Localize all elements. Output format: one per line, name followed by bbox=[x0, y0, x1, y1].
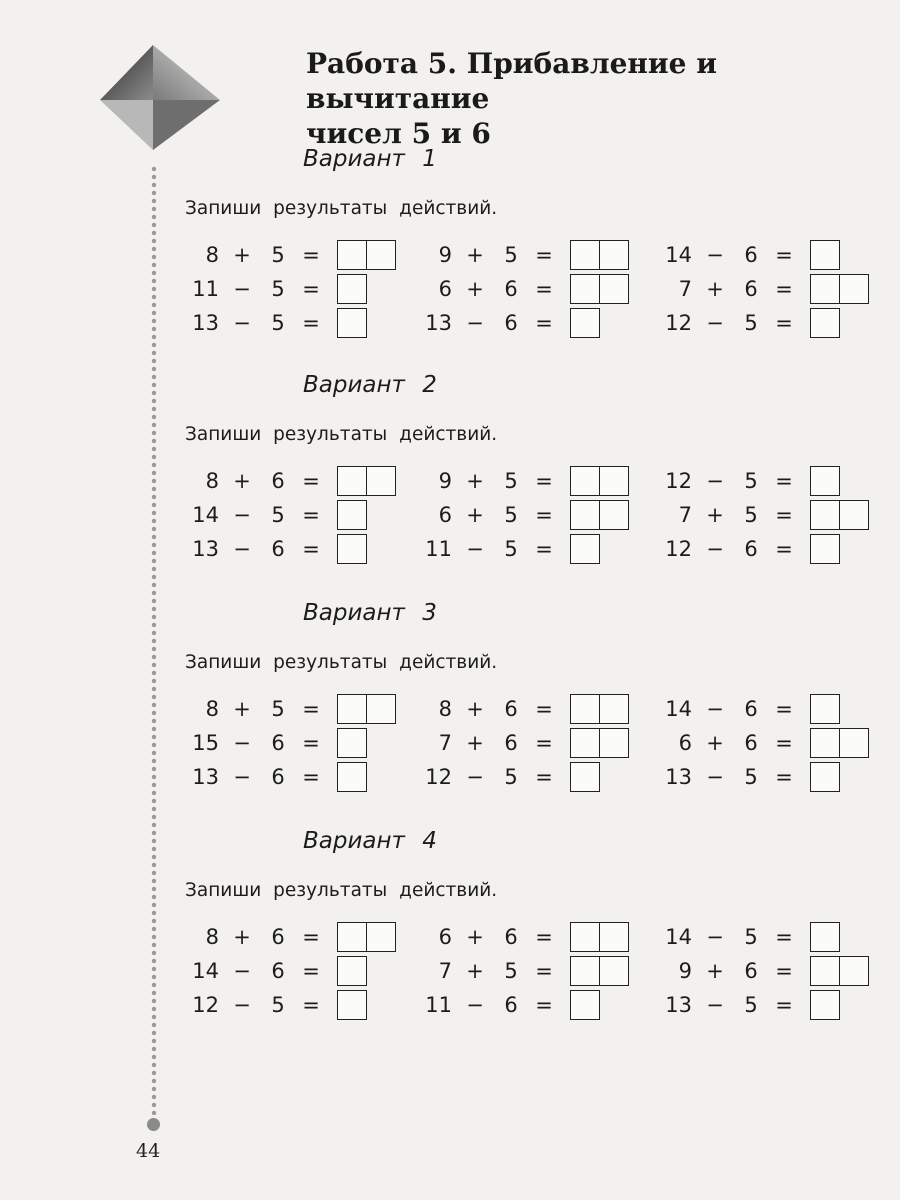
answer-cell[interactable] bbox=[337, 956, 367, 986]
answer-box[interactable] bbox=[810, 500, 869, 530]
answer-box[interactable] bbox=[570, 956, 629, 986]
first-operand: 12 bbox=[665, 469, 692, 493]
exercise-row bbox=[658, 694, 840, 724]
answer-cell[interactable] bbox=[570, 762, 600, 792]
operator-sign: + bbox=[466, 469, 484, 493]
equals-sign: = bbox=[535, 469, 553, 493]
operator-sign: − bbox=[466, 537, 484, 561]
answer-cell[interactable] bbox=[570, 728, 600, 758]
exercise-row bbox=[418, 762, 600, 792]
answer-box[interactable] bbox=[570, 274, 629, 304]
second-operand: 6 bbox=[504, 993, 518, 1017]
answer-cell[interactable] bbox=[810, 694, 840, 724]
first-operand: 13 bbox=[665, 765, 692, 789]
equals-sign: = bbox=[775, 925, 793, 949]
operator-sign: − bbox=[706, 469, 724, 493]
first-operand: 7 bbox=[438, 959, 452, 983]
answer-box[interactable] bbox=[810, 956, 869, 986]
title-line-2: чисел 5 и 6 bbox=[306, 117, 491, 150]
answer-cell[interactable] bbox=[337, 922, 367, 952]
operator-sign: − bbox=[466, 993, 484, 1017]
operator-sign: + bbox=[233, 697, 251, 721]
answer-cell[interactable] bbox=[570, 990, 600, 1020]
first-operand: 15 bbox=[192, 731, 219, 755]
answer-box[interactable] bbox=[810, 922, 840, 952]
exercise-row bbox=[658, 274, 869, 304]
answer-cell[interactable] bbox=[570, 534, 600, 564]
answer-cell[interactable] bbox=[810, 922, 840, 952]
variant-title: Вариант 4 bbox=[303, 828, 437, 854]
operator-sign: + bbox=[233, 925, 251, 949]
answer-cell[interactable] bbox=[337, 274, 367, 304]
answer-cell[interactable] bbox=[367, 240, 396, 270]
first-operand: 13 bbox=[192, 311, 219, 335]
second-operand: 5 bbox=[271, 503, 285, 527]
second-operand: 6 bbox=[744, 731, 758, 755]
answer-box[interactable] bbox=[570, 728, 629, 758]
first-operand: 14 bbox=[665, 243, 692, 267]
equals-sign: = bbox=[302, 537, 320, 561]
answer-cell[interactable] bbox=[337, 240, 367, 270]
first-operand: 13 bbox=[192, 537, 219, 561]
operator-sign: + bbox=[466, 697, 484, 721]
answer-box[interactable] bbox=[810, 694, 840, 724]
second-operand: 6 bbox=[504, 277, 518, 301]
answer-cell[interactable] bbox=[840, 956, 869, 986]
answer-cell[interactable] bbox=[810, 728, 840, 758]
answer-cell[interactable] bbox=[337, 990, 367, 1020]
operator-sign: − bbox=[233, 311, 251, 335]
operator-sign: − bbox=[706, 925, 724, 949]
answer-cell[interactable] bbox=[840, 728, 869, 758]
second-operand: 6 bbox=[744, 243, 758, 267]
operator-sign: − bbox=[706, 765, 724, 789]
exercise-row bbox=[658, 500, 869, 530]
first-operand: 12 bbox=[665, 311, 692, 335]
exercise-row bbox=[418, 534, 600, 564]
answer-box[interactable] bbox=[810, 728, 869, 758]
answer-cell[interactable] bbox=[810, 240, 840, 270]
answer-cell[interactable] bbox=[600, 956, 629, 986]
answer-box[interactable] bbox=[337, 694, 396, 724]
equals-sign: = bbox=[535, 243, 553, 267]
dotted-line-end-dot bbox=[147, 1118, 160, 1131]
equals-sign: = bbox=[775, 503, 793, 527]
instruction-text: Запиши результаты действий. bbox=[185, 424, 498, 445]
exercise-row bbox=[658, 728, 869, 758]
answer-cell[interactable] bbox=[810, 762, 840, 792]
second-operand: 5 bbox=[744, 311, 758, 335]
answer-box[interactable] bbox=[810, 308, 840, 338]
answer-cell[interactable] bbox=[600, 694, 629, 724]
operator-sign: − bbox=[466, 765, 484, 789]
equals-sign: = bbox=[775, 311, 793, 335]
answer-box[interactable] bbox=[337, 922, 396, 952]
answer-cell[interactable] bbox=[810, 274, 840, 304]
answer-cell[interactable] bbox=[600, 240, 629, 270]
answer-box[interactable] bbox=[337, 240, 396, 270]
exercise-row bbox=[185, 762, 367, 792]
first-operand: 8 bbox=[205, 925, 219, 949]
first-operand: 14 bbox=[665, 697, 692, 721]
exercise-row bbox=[418, 466, 629, 496]
answer-cell[interactable] bbox=[337, 466, 367, 496]
answer-cell[interactable] bbox=[570, 466, 600, 496]
answer-cell[interactable] bbox=[600, 466, 629, 496]
first-operand: 11 bbox=[425, 993, 452, 1017]
second-operand: 6 bbox=[271, 731, 285, 755]
first-operand: 14 bbox=[192, 503, 219, 527]
exercise-row bbox=[185, 728, 367, 758]
answer-box[interactable] bbox=[570, 534, 600, 564]
exercise-row bbox=[185, 534, 367, 564]
operator-sign: − bbox=[706, 993, 724, 1017]
first-operand: 7 bbox=[678, 503, 692, 527]
second-operand: 5 bbox=[504, 959, 518, 983]
second-operand: 5 bbox=[504, 765, 518, 789]
first-operand: 8 bbox=[438, 697, 452, 721]
variant-title: Вариант 2 bbox=[303, 372, 437, 398]
operator-sign: − bbox=[233, 959, 251, 983]
answer-cell[interactable] bbox=[570, 694, 600, 724]
corner-triangle-ornament bbox=[95, 40, 225, 170]
exercise-row bbox=[658, 990, 840, 1020]
equals-sign: = bbox=[775, 731, 793, 755]
operator-sign: + bbox=[466, 277, 484, 301]
answer-cell[interactable] bbox=[337, 762, 367, 792]
exercise-row bbox=[658, 956, 869, 986]
operator-sign: + bbox=[233, 243, 251, 267]
equals-sign: = bbox=[535, 959, 553, 983]
answer-cell[interactable] bbox=[810, 500, 840, 530]
exercise-row bbox=[185, 466, 396, 496]
second-operand: 6 bbox=[271, 925, 285, 949]
exercise-row bbox=[418, 956, 629, 986]
equals-sign: = bbox=[302, 243, 320, 267]
second-operand: 6 bbox=[504, 925, 518, 949]
answer-cell[interactable] bbox=[570, 500, 600, 530]
first-operand: 8 bbox=[205, 243, 219, 267]
answer-box[interactable] bbox=[337, 990, 367, 1020]
second-operand: 6 bbox=[271, 469, 285, 493]
answer-cell[interactable] bbox=[600, 500, 629, 530]
answer-box[interactable] bbox=[810, 240, 840, 270]
exercise-row bbox=[185, 922, 396, 952]
equals-sign: = bbox=[302, 731, 320, 755]
exercise-row bbox=[418, 308, 600, 338]
exercise-row bbox=[185, 990, 367, 1020]
operator-sign: + bbox=[706, 959, 724, 983]
operator-sign: + bbox=[466, 925, 484, 949]
second-operand: 5 bbox=[271, 697, 285, 721]
exercise-row bbox=[185, 500, 367, 530]
second-operand: 6 bbox=[504, 731, 518, 755]
answer-cell[interactable] bbox=[337, 500, 367, 530]
answer-cell[interactable] bbox=[600, 922, 629, 952]
first-operand: 14 bbox=[665, 925, 692, 949]
answer-cell[interactable] bbox=[840, 500, 869, 530]
exercise-row bbox=[658, 466, 840, 496]
first-operand: 7 bbox=[678, 277, 692, 301]
equals-sign: = bbox=[302, 765, 320, 789]
exercise-row bbox=[658, 922, 840, 952]
answer-cell[interactable] bbox=[570, 308, 600, 338]
equals-sign: = bbox=[302, 311, 320, 335]
answer-box[interactable] bbox=[337, 728, 367, 758]
exercise-row bbox=[185, 956, 367, 986]
second-operand: 6 bbox=[271, 765, 285, 789]
operator-sign: − bbox=[233, 731, 251, 755]
exercise-row bbox=[418, 728, 629, 758]
instruction-text: Запиши результаты действий. bbox=[185, 652, 498, 673]
second-operand: 5 bbox=[504, 243, 518, 267]
first-operand: 11 bbox=[425, 537, 452, 561]
page-title bbox=[306, 46, 886, 151]
answer-box[interactable] bbox=[570, 694, 629, 724]
answer-cell[interactable] bbox=[810, 308, 840, 338]
second-operand: 6 bbox=[271, 537, 285, 561]
equals-sign: = bbox=[535, 765, 553, 789]
answer-cell[interactable] bbox=[337, 728, 367, 758]
exercise-row bbox=[658, 534, 840, 564]
exercise-row bbox=[418, 274, 629, 304]
dotted-margin-line bbox=[150, 165, 158, 1115]
second-operand: 5 bbox=[504, 503, 518, 527]
operator-sign: − bbox=[706, 697, 724, 721]
equals-sign: = bbox=[535, 993, 553, 1017]
second-operand: 5 bbox=[744, 765, 758, 789]
exercise-row bbox=[185, 308, 367, 338]
equals-sign: = bbox=[535, 311, 553, 335]
exercise-row bbox=[658, 240, 840, 270]
equals-sign: = bbox=[775, 277, 793, 301]
equals-sign: = bbox=[302, 925, 320, 949]
equals-sign: = bbox=[302, 469, 320, 493]
equals-sign: = bbox=[302, 697, 320, 721]
first-operand: 9 bbox=[678, 959, 692, 983]
answer-box[interactable] bbox=[810, 762, 840, 792]
instruction-text: Запиши результаты действий. bbox=[185, 198, 498, 219]
operator-sign: + bbox=[466, 503, 484, 527]
equals-sign: = bbox=[302, 959, 320, 983]
first-operand: 8 bbox=[205, 697, 219, 721]
operator-sign: + bbox=[233, 469, 251, 493]
exercise-row bbox=[185, 240, 396, 270]
answer-box[interactable] bbox=[337, 956, 367, 986]
answer-box[interactable] bbox=[337, 466, 396, 496]
answer-cell[interactable] bbox=[337, 694, 367, 724]
answer-box[interactable] bbox=[337, 762, 367, 792]
equals-sign: = bbox=[535, 697, 553, 721]
second-operand: 5 bbox=[744, 993, 758, 1017]
answer-cell[interactable] bbox=[840, 274, 869, 304]
exercise-row bbox=[418, 500, 629, 530]
second-operand: 6 bbox=[744, 537, 758, 561]
answer-box[interactable] bbox=[570, 922, 629, 952]
first-operand: 6 bbox=[438, 925, 452, 949]
first-operand: 13 bbox=[665, 993, 692, 1017]
answer-cell[interactable] bbox=[810, 990, 840, 1020]
equals-sign: = bbox=[535, 731, 553, 755]
second-operand: 5 bbox=[744, 925, 758, 949]
equals-sign: = bbox=[302, 277, 320, 301]
exercise-row bbox=[418, 922, 629, 952]
answer-box[interactable] bbox=[810, 466, 840, 496]
equals-sign: = bbox=[535, 925, 553, 949]
answer-cell[interactable] bbox=[810, 466, 840, 496]
operator-sign: − bbox=[233, 993, 251, 1017]
equals-sign: = bbox=[535, 537, 553, 561]
equals-sign: = bbox=[775, 537, 793, 561]
second-operand: 6 bbox=[504, 311, 518, 335]
exercise-row bbox=[418, 694, 629, 724]
variant-title: Вариант 1 bbox=[303, 146, 437, 172]
answer-cell[interactable] bbox=[810, 534, 840, 564]
first-operand: 7 bbox=[438, 731, 452, 755]
second-operand: 5 bbox=[271, 311, 285, 335]
operator-sign: − bbox=[233, 537, 251, 561]
first-operand: 13 bbox=[425, 311, 452, 335]
equals-sign: = bbox=[775, 697, 793, 721]
answer-box[interactable] bbox=[337, 274, 367, 304]
first-operand: 11 bbox=[192, 277, 219, 301]
answer-box[interactable] bbox=[337, 308, 367, 338]
title-line-1: Работа 5. Прибавление и вычитание bbox=[306, 47, 717, 115]
answer-box[interactable] bbox=[810, 534, 840, 564]
operator-sign: + bbox=[466, 243, 484, 267]
first-operand: 12 bbox=[192, 993, 219, 1017]
second-operand: 5 bbox=[744, 469, 758, 493]
operator-sign: + bbox=[706, 731, 724, 755]
equals-sign: = bbox=[775, 993, 793, 1017]
equals-sign: = bbox=[535, 503, 553, 527]
second-operand: 6 bbox=[744, 959, 758, 983]
operator-sign: − bbox=[706, 311, 724, 335]
answer-box[interactable] bbox=[810, 274, 869, 304]
first-operand: 6 bbox=[678, 731, 692, 755]
answer-cell[interactable] bbox=[570, 240, 600, 270]
operator-sign: + bbox=[466, 959, 484, 983]
answer-cell[interactable] bbox=[367, 466, 396, 496]
second-operand: 6 bbox=[744, 277, 758, 301]
exercise-row bbox=[185, 274, 367, 304]
exercise-row bbox=[418, 990, 600, 1020]
answer-cell[interactable] bbox=[600, 274, 629, 304]
answer-box[interactable] bbox=[570, 990, 600, 1020]
operator-sign: − bbox=[233, 765, 251, 789]
second-operand: 6 bbox=[271, 959, 285, 983]
equals-sign: = bbox=[775, 959, 793, 983]
first-operand: 8 bbox=[205, 469, 219, 493]
answer-cell[interactable] bbox=[600, 728, 629, 758]
answer-cell[interactable] bbox=[570, 956, 600, 986]
equals-sign: = bbox=[535, 277, 553, 301]
exercise-row bbox=[658, 762, 840, 792]
first-operand: 13 bbox=[192, 765, 219, 789]
answer-box[interactable] bbox=[570, 762, 600, 792]
exercise-row bbox=[185, 694, 396, 724]
answer-cell[interactable] bbox=[570, 274, 600, 304]
second-operand: 5 bbox=[504, 537, 518, 561]
second-operand: 6 bbox=[744, 697, 758, 721]
first-operand: 14 bbox=[192, 959, 219, 983]
exercise-row bbox=[658, 308, 840, 338]
answer-cell[interactable] bbox=[570, 922, 600, 952]
first-operand: 12 bbox=[425, 765, 452, 789]
operator-sign: + bbox=[706, 503, 724, 527]
first-operand: 9 bbox=[438, 243, 452, 267]
answer-cell[interactable] bbox=[367, 694, 396, 724]
operator-sign: − bbox=[706, 243, 724, 267]
second-operand: 5 bbox=[504, 469, 518, 493]
answer-cell[interactable] bbox=[337, 308, 367, 338]
operator-sign: − bbox=[233, 277, 251, 301]
second-operand: 5 bbox=[744, 503, 758, 527]
answer-box[interactable] bbox=[337, 500, 367, 530]
first-operand: 6 bbox=[438, 503, 452, 527]
first-operand: 6 bbox=[438, 277, 452, 301]
equals-sign: = bbox=[775, 469, 793, 493]
page-number: 44 bbox=[136, 1140, 161, 1162]
first-operand: 9 bbox=[438, 469, 452, 493]
equals-sign: = bbox=[775, 243, 793, 267]
operator-sign: + bbox=[706, 277, 724, 301]
second-operand: 6 bbox=[504, 697, 518, 721]
first-operand: 12 bbox=[665, 537, 692, 561]
exercise-row bbox=[418, 240, 629, 270]
second-operand: 5 bbox=[271, 993, 285, 1017]
answer-cell[interactable] bbox=[810, 956, 840, 986]
answer-box[interactable] bbox=[570, 240, 629, 270]
equals-sign: = bbox=[302, 993, 320, 1017]
operator-sign: − bbox=[706, 537, 724, 561]
answer-box[interactable] bbox=[337, 534, 367, 564]
equals-sign: = bbox=[775, 765, 793, 789]
operator-sign: − bbox=[466, 311, 484, 335]
answer-cell[interactable] bbox=[337, 534, 367, 564]
answer-box[interactable] bbox=[570, 308, 600, 338]
second-operand: 5 bbox=[271, 277, 285, 301]
answer-cell[interactable] bbox=[367, 922, 396, 952]
instruction-text: Запиши результаты действий. bbox=[185, 880, 498, 901]
operator-sign: − bbox=[233, 503, 251, 527]
operator-sign: + bbox=[466, 731, 484, 755]
equals-sign: = bbox=[302, 503, 320, 527]
variant-title: Вариант 3 bbox=[303, 600, 437, 626]
answer-box[interactable] bbox=[570, 466, 629, 496]
second-operand: 5 bbox=[271, 243, 285, 267]
answer-box[interactable] bbox=[810, 990, 840, 1020]
answer-box[interactable] bbox=[570, 500, 629, 530]
